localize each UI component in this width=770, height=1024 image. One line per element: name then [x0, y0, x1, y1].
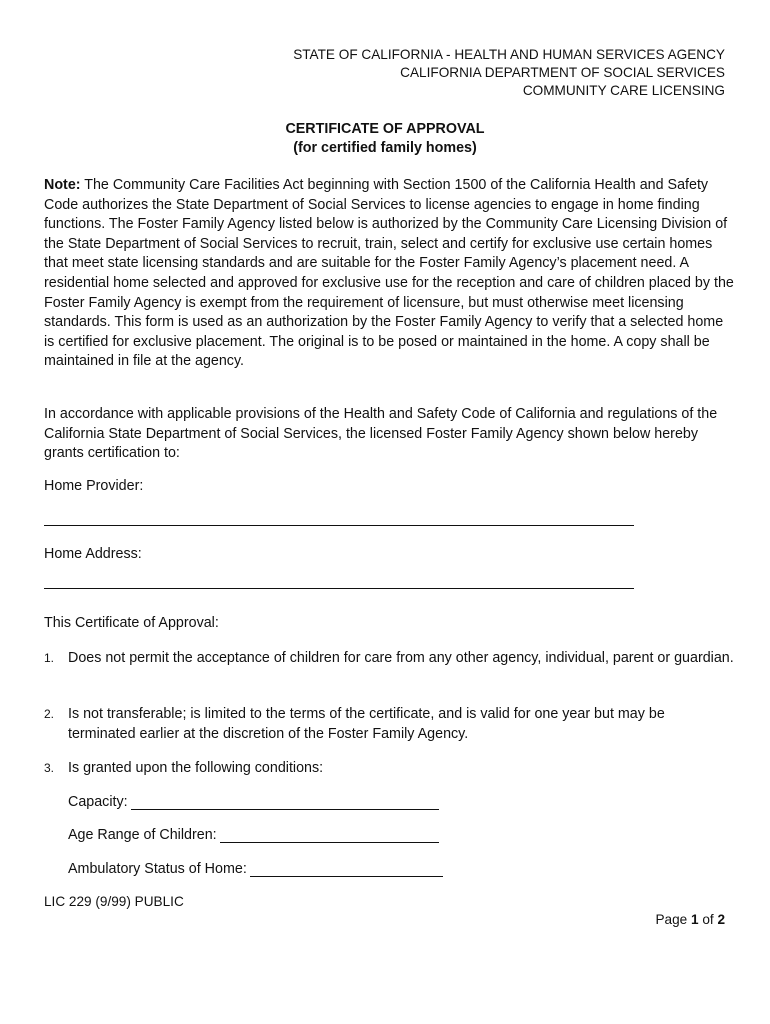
header-line-agency: STATE OF CALIFORNIA - HEALTH AND HUMAN SERVICES AGENCY: [293, 47, 725, 62]
note-text: The Community Care Facilities Act beginning with Section 1500 of the California Health and Safety Code authorizes the State Department of Social Services to license agencies to engage in home finding functions. The Foster Family Agency listed below is authorized by the Community Care Licensing Division of the State Department of Social Services to recruit, train, select and certify for exclusive use certain homes that meet state licensing standards and are suitable for the Foster Family Agency’s placement need. A residential home selected and approved for exclusive use for the reception and care of children placed by the Foster Family Agency is exempt from the requirement of licensure, but must otherwise meet licensing standards. This form is used as an authorization by the Foster Family Agency to verify that a selected home is certified for exclusive placement. The original is to be posed or maintained in the home. A copy shall be maintained in file at the agency.: [44, 177, 734, 370]
capacity-field[interactable]: [131, 795, 439, 810]
age-range-label: Age Range of Children:: [68, 827, 217, 843]
header-line-department: CALIFORNIA DEPARTMENT OF SOCIAL SERVICES: [400, 65, 725, 80]
home-provider-label: Home Provider:: [44, 478, 144, 494]
ambulatory-row: [68, 861, 443, 877]
page-word: Page: [655, 912, 691, 927]
certificate-intro: This Certificate of Approval:: [44, 615, 219, 631]
agency-header: [293, 46, 725, 100]
home-address-field[interactable]: [44, 588, 634, 589]
note-paragraph: [44, 176, 734, 372]
title-sub: (for certified family homes): [293, 140, 477, 156]
page-total: 2: [717, 912, 725, 927]
age-range-field[interactable]: [220, 828, 439, 843]
home-provider-field[interactable]: [44, 525, 634, 526]
age-range-row: [68, 827, 439, 843]
note-label: Note:: [44, 177, 81, 193]
header-line-division: COMMUNITY CARE LICENSING: [522, 83, 725, 98]
capacity-row: [68, 794, 439, 810]
ambulatory-field[interactable]: [250, 862, 443, 877]
page-current: 1: [690, 912, 699, 927]
list-item-number: 3.: [44, 761, 55, 775]
page-number: [655, 912, 725, 927]
list-item-text: Is granted upon the following conditions:: [68, 760, 324, 776]
document-title: [0, 120, 770, 158]
home-address-label: Home Address:: [44, 546, 142, 562]
list-item-text: Does not permit the acceptance of children for care from any other agency, individual, parent or guardian.: [68, 650, 734, 666]
accordance-paragraph: In accordance with applicable provisions of the Health and Safety Code of California and regulations of the California State Department of Social Services, the licensed Foster Family Agency shown below hereby grants certification to:: [44, 406, 718, 462]
capacity-label: Capacity:: [68, 794, 128, 810]
page-of: of: [698, 912, 718, 927]
list-item-text: Is not transferable; is limited to the terms of the certificate, and is valid for one year but may be terminated earlier at the discretion of the Foster Family Agency.: [68, 706, 665, 742]
list-item-number: 1.: [44, 651, 55, 665]
list-item-number: 2.: [44, 707, 55, 721]
title-main: CERTIFICATE OF APPROVAL: [285, 121, 485, 137]
form-id: LIC 229 (9/99) PUBLIC: [44, 894, 184, 909]
ambulatory-label: Ambulatory Status of Home:: [68, 861, 247, 877]
